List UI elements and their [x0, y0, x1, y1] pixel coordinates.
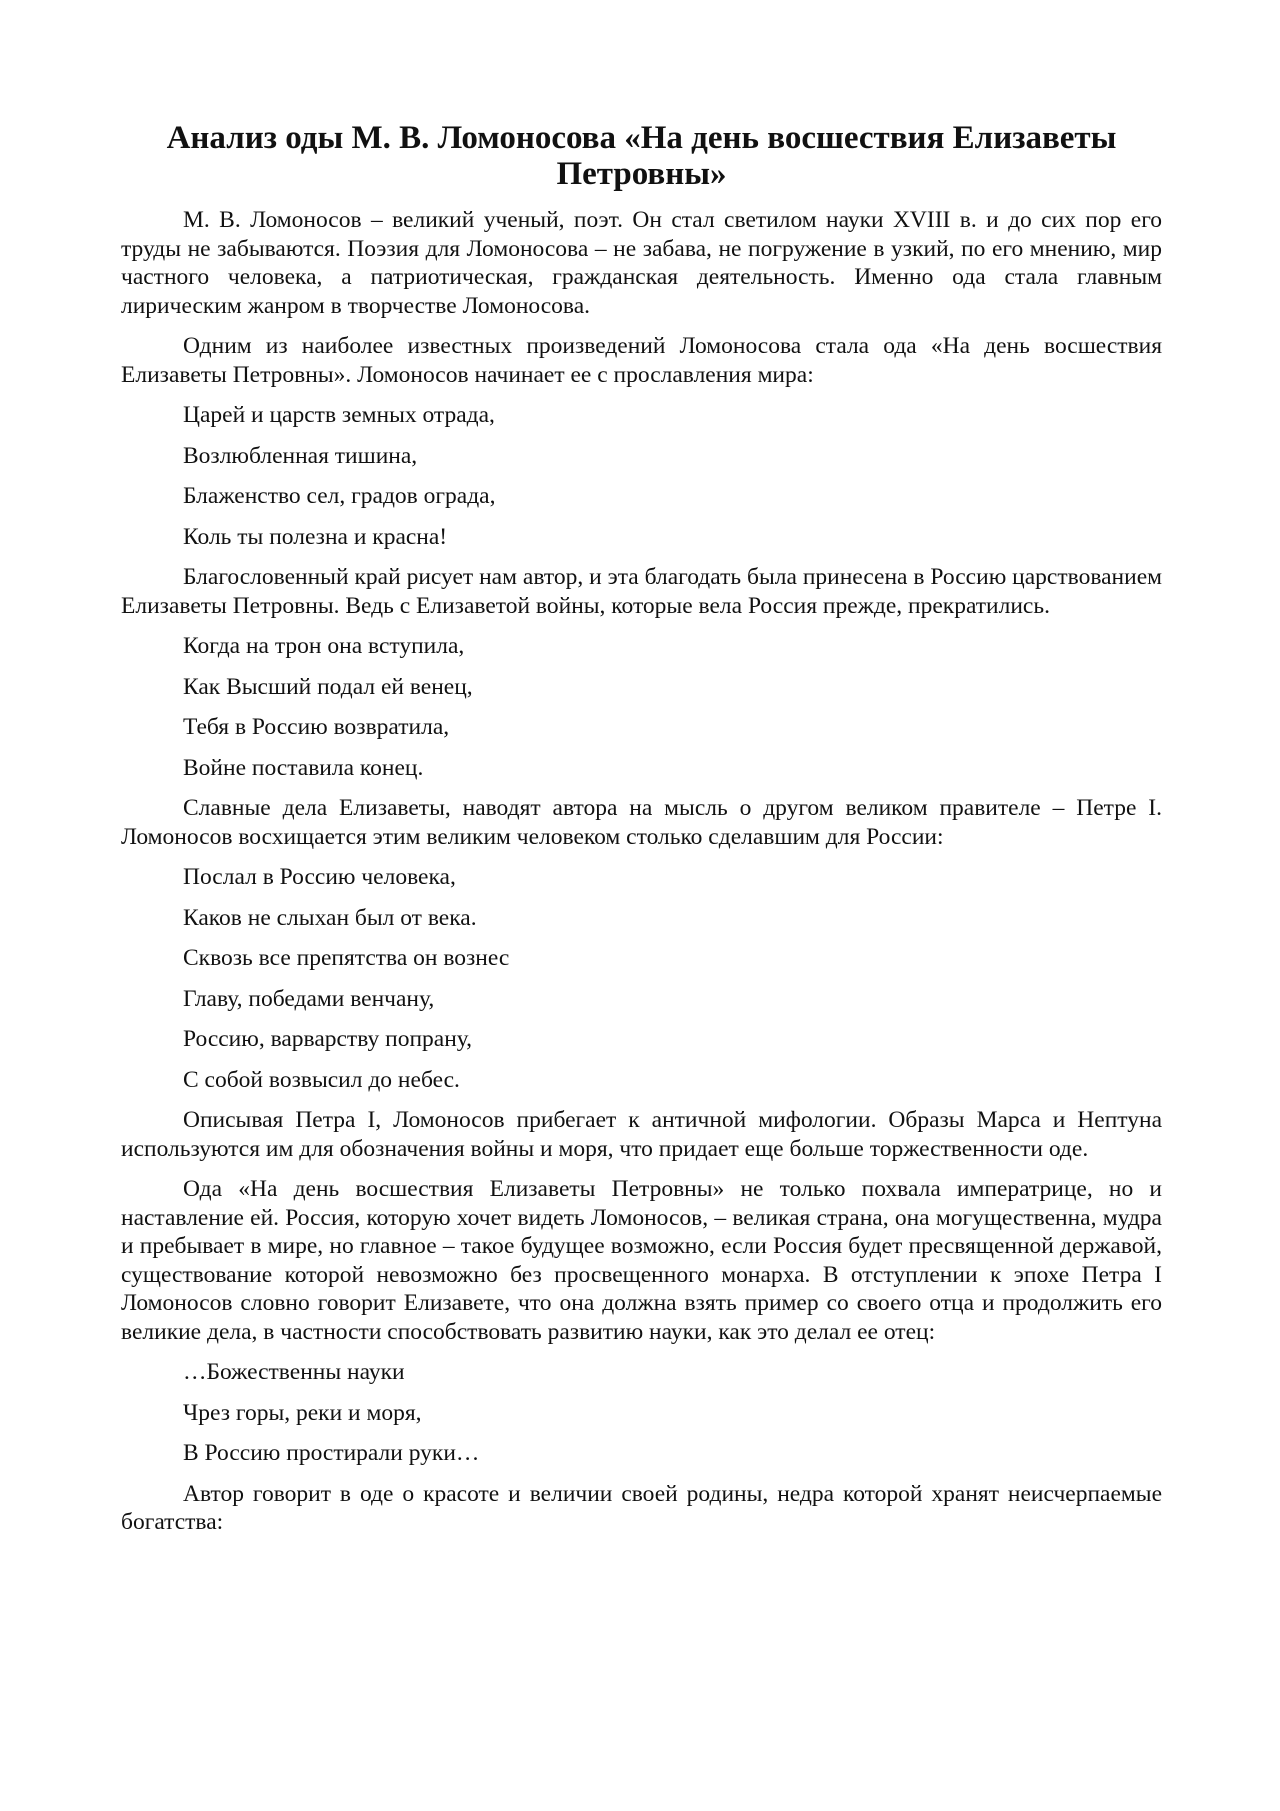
paragraph-intro: М. В. Ломоносов – великий ученый, поэт. Он стал светилом науки XVIII в. и до сих пор его труды не забываются. Поэзия для Ломоносова – не забава, не погружение в узкий, по его мнению, мир частного человека, а патриотическая, гражданская деятельность. Именно ода стала главным лирическим жанром в творчестве Ломоносова.	[121, 207, 1162, 319]
verse-line: Сквозь все препятства он вознес	[183, 945, 510, 971]
verse-line: Каков не слыхан был от века.	[183, 904, 477, 931]
verse-line: Возлюбленная тишина,	[183, 442, 418, 469]
verse-line: …Божественны науки	[183, 1359, 405, 1385]
verse-line: Когда на трон она вступила,	[183, 633, 465, 659]
verse-line: Как Высший подал ей венец,	[183, 673, 473, 700]
paragraph-peter: Славные дела Елизаветы, наводят автора на мысль о другом великом правителе – Петре I. Ломоносов восхищается этим великим человеком столько сделавшим для России:	[121, 795, 1162, 850]
verse-line: Коль ты полезна и красна!	[183, 523, 448, 550]
document-title: Анализ оды М. В. Ломоносова «На день восшествия Елизаветы Петровны»	[166, 120, 1117, 192]
verse-line: Послал в Россию человека,	[183, 864, 456, 890]
verse-line: Царей и царств земных отрада,	[183, 402, 495, 428]
paragraph-ode-start: Одним из наиболее известных произведений Ломоносова стала ода «На день восшествия Елизаветы Петровны». Ломоносов начинает ее с прославления мира:	[121, 333, 1162, 388]
document-page	[121, 120, 1162, 1549]
verse-line: Тебя в Россию возвратила,	[183, 714, 450, 740]
verse-line: Главу, победами венчану,	[183, 985, 435, 1012]
paragraph-blessed-land: Благословенный край рисует нам автор, и эта благодать была принесена в Россию царствованием Елизаветы Петровны. Ведь с Елизаветой войны, которые вела Россия прежде, прекратились.	[121, 564, 1162, 619]
verse-line: С собой возвысил до небес.	[183, 1066, 460, 1093]
paragraph-homeland: Автор говорит в оде о красоте и величии своей родины, недра которой хранят неисчерпаемые богатства:	[121, 1480, 1162, 1535]
verse-line: Войне поставила конец.	[183, 754, 424, 781]
paragraph-instruction: Ода «На день восшествия Елизаветы Петровны» не только похвала императрице, но и наставление ей. Россия, которую хочет видеть Ломоносов, – великая страна, она могущественна, мудра и пребывает в мире, но главное – такое будущее возможно, если Россия будет пресвященной державой, существование которой невозможно без просвещенного монарха. В отступлении к эпохе Петра I Ломоносов словно говорит Елизавете, что она должна взять пример со своего отца и продолжить его великие дела, в частности способствовать развитию науки, как это делал ее отец:	[121, 1176, 1162, 1345]
paragraph-mythology: Описывая Петра I, Ломоносов прибегает к античной мифологии. Образы Марса и Нептуна используются им для обозначения войны и моря, что придает еще больше торжественности оде.	[121, 1107, 1162, 1162]
verse-line: Россию, варварству попрану,	[183, 1026, 473, 1052]
verse-line: В Россию простирали руки…	[183, 1440, 480, 1466]
verse-line: Чрез горы, реки и моря,	[183, 1399, 422, 1426]
verse-line: Блаженство сел, градов ограда,	[183, 483, 496, 509]
